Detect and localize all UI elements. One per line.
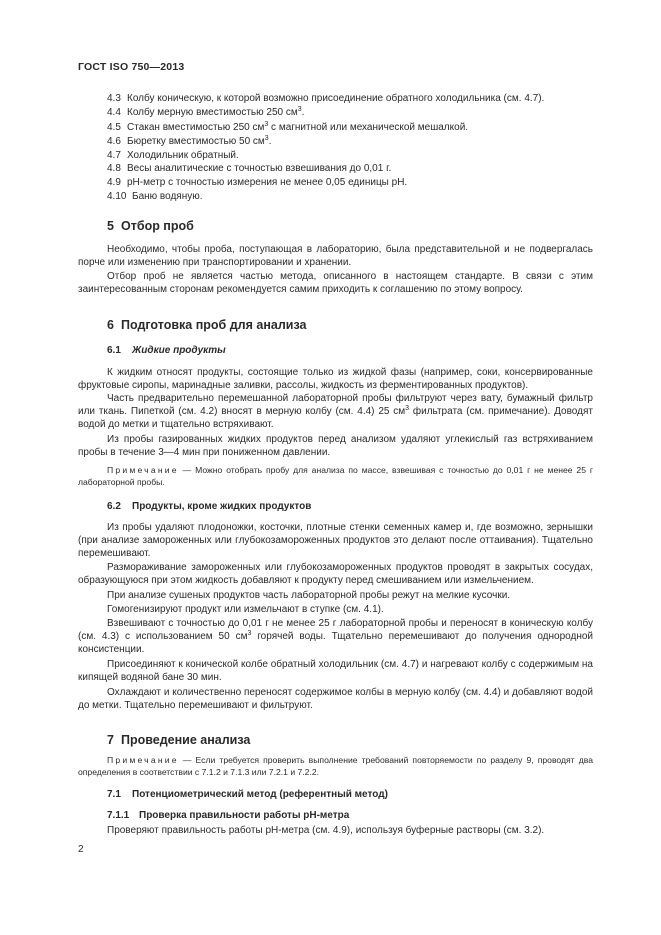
subsection-number: 7.1.1 [107, 810, 130, 821]
list-item [107, 106, 304, 119]
paragraph: Отбор проб не является частью метода, описанного в настоящем стандарте. В связи с этим заинтересованным сторонам рекомендуется самим приходить к соглашению по этому вопросу. [78, 271, 593, 296]
item-text: Баню водяную. [132, 191, 203, 202]
subsection-number: 6.2 [107, 501, 121, 512]
subsection-number: 6.1 [107, 345, 121, 356]
superscript: 3 [264, 135, 269, 142]
section-heading [107, 733, 250, 747]
section-heading [107, 219, 194, 233]
list-item [107, 176, 407, 189]
item-number: 4.7 [107, 150, 121, 161]
list-item [107, 121, 468, 134]
list-item [107, 190, 203, 203]
section-number: 6 [107, 318, 114, 332]
item-text: рН-метр с точностью измерения не менее 0,05 единицы рН. [127, 177, 408, 188]
item-text: Колбу мерную вместимостью 250 см [127, 107, 298, 118]
paragraph: Присоединяют к конической колбе обратный холодильник (см. 4.7) и нагревают колбу с содержимым на кипящей водяной бане 30 мин. [78, 659, 593, 684]
list-item [107, 135, 271, 148]
subsection-heading [107, 789, 388, 800]
section-title: Отбор проб [121, 219, 194, 233]
item-number: 4.4 [107, 107, 121, 118]
note-label: Примечание [107, 465, 179, 475]
paragraph: Из пробы удаляют плодоножки, косточки, плотные стенки семенных камер и, где возможно, зернышки (при анализе замороженных или глубокозамороженных продуктов это делают после оттаивания). Тщательно перемешивают. [78, 522, 593, 560]
item-text: Стакан вместимостью 250 см [127, 122, 265, 133]
list-item [107, 149, 239, 162]
subsection-title: Продукты, кроме жидких продуктов [132, 501, 312, 512]
note-label: Примечание [107, 755, 179, 765]
section-title: Проведение анализа [121, 733, 251, 747]
paragraph: Охлаждают и количественно переносят содержимое колбы в мерную колбу (см. 4.4) и добавляют водой до метки. Тщательно перемешивают и фильтруют. [78, 687, 593, 712]
paragraph: Проверяют правильность работы рН-метра (см. 4.9), используя буферные растворы (см. 3.2). [107, 825, 545, 836]
section-number: 5 [107, 219, 114, 233]
item-number: 4.8 [107, 163, 121, 174]
item-text: Бюретку вместимостью 50 см [127, 136, 265, 147]
subsection-title: Проверка правильности работы рН-метра [139, 810, 350, 821]
subsection-number: 7.1 [107, 789, 121, 800]
subsection-heading [107, 501, 311, 512]
item-number: 4.3 [107, 93, 121, 104]
item-number: 4.9 [107, 177, 121, 188]
paragraph: Необходимо, чтобы проба, поступающая в лабораторию, была представительной и не подвергалась порче или изменению при транспортировании и хранении. [78, 244, 593, 269]
section-heading [107, 318, 306, 332]
subsection-title: Потенциометрический метод (референтный метод) [132, 789, 388, 800]
item-text: Холодильник обратный. [127, 150, 239, 161]
paragraph: При анализе сушеных продуктов часть лабораторной пробы режут на мелкие кусочки. [107, 590, 511, 601]
item-text-tail: . [301, 107, 305, 118]
section-number: 7 [107, 733, 114, 747]
note-text: — Если требуется проверить выполнение требований повторяемости по разделу 9, проводят два определения в соответствии с 7.1.2 и 7.1.3 или 7.2.1 и 7.2.2. [78, 755, 593, 777]
section-title: Подготовка проб для анализа [121, 318, 307, 332]
page-number: 2 [78, 844, 84, 855]
item-number: 4.5 [107, 122, 121, 133]
item-number: 4.6 [107, 136, 121, 147]
note-text: — Можно отобрать пробу для анализа по массе, взвешивая с точностью до 0,01 г не менее 25 г лабораторной пробы. [78, 465, 593, 487]
document-header: ГОСТ ISO 750—2013 [78, 61, 185, 73]
paragraph: К жидким относят продукты, состоящие только из жидкой фазы (например, соки, консервированные фруктовые сиропы, маринадные заливки, рассолы, жидкость из ферментированных продуктов). [78, 367, 593, 392]
superscript: 3 [264, 121, 269, 128]
item-text: Колбу коническую, к которой возможно присоединение обратного холодильника (см. 4.7). [127, 93, 545, 104]
item-text-tail: с магнитной или механической мешалкой. [268, 122, 469, 133]
list-item [107, 162, 391, 175]
paragraph: Из пробы газированных жидких продуктов перед анализом удаляют углекислый газ встряхиванием пробы в течение 3—4 мин при пониженном давлении. [78, 434, 593, 459]
subsection-heading [107, 345, 226, 356]
subsection-title: Жидкие продукты [132, 345, 226, 356]
item-text: Весы аналитические с точностью взвешивания до 0,01 г. [127, 163, 392, 174]
paragraph: Гомогенизируют продукт или измельчают в ступке (см. 4.1). [107, 604, 384, 615]
paragraph: Взвешивают с точностью до 0,01 г не менее 25 г лабораторной пробы и переносят в коническую колбу (см. 4.3) с использованием 50 $см^3$ горячей воды. Тщательно перемешивают до получения однородной консистенции. [78, 618, 593, 656]
superscript: 3 [297, 106, 302, 113]
item-number: 4.10 [107, 191, 127, 202]
paragraph: Размораживание замороженных или глубокозамороженных продуктов проводят в закрытых сосудах, образующуюся при этом жидкость добавляют к продукту перед смешиванием или измельчением. [78, 562, 593, 587]
note [78, 464, 593, 488]
subsection-heading [107, 810, 349, 821]
note [78, 754, 593, 778]
list-item [107, 92, 544, 105]
item-text-tail: . [268, 136, 272, 147]
paragraph: Часть предварительно перемешанной лабораторной пробы фильтруют через вату, бумажный фильтр или ткань. Пипеткой (см. 4.2) вносят в мерную колбу (см. 4.4) 25 $см^3$ фильтрата (см. примечание). Доводят водой до метки и тщательно встряхивают. [78, 393, 593, 431]
